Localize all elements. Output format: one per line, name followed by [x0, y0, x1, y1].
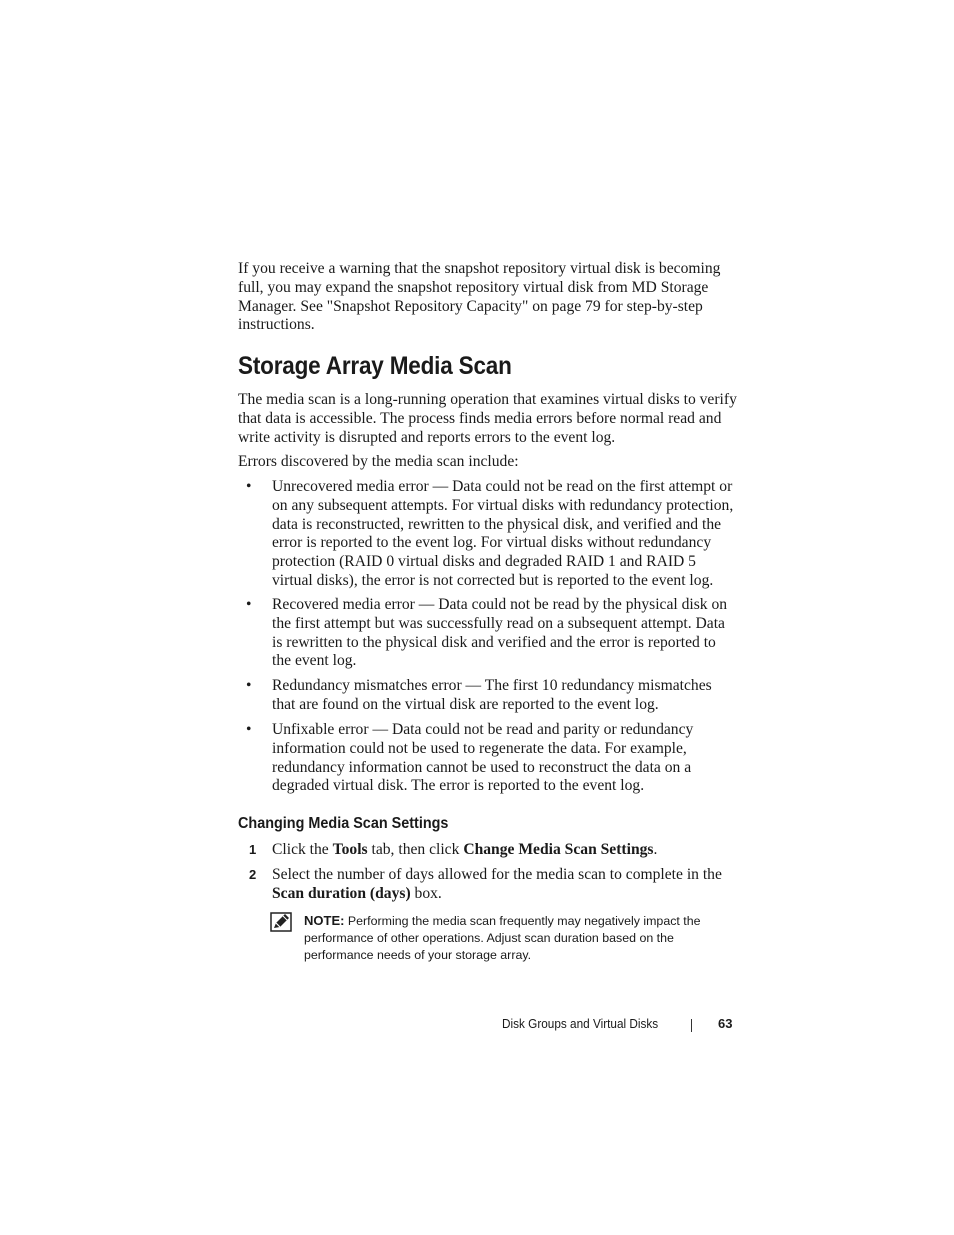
tools-tab-ref: Tools [332, 841, 368, 858]
step-number: 1 [249, 842, 257, 857]
media-scan-description: The media scan is a long-running operation that examines virtual disks to verify that data is accessible. The process finds media errors before normal read and write activity is disrupted and reports errors to the event log. [238, 391, 737, 446]
subsection-heading: Changing Media Scan Settings [238, 815, 449, 832]
list-item-text: Unfixable error — Data could not be read and parity or redundancy information could not be used to regenerate the data. For example, redundancy information cannot be used to reconstruct the data on a degraded virtual disk. The error is reported to the event log. [272, 721, 694, 795]
step-text: Select the number of days allowed for the media scan to complete in the Scan duration (days) box. [272, 866, 722, 902]
section-heading: Storage Array Media Scan [238, 352, 512, 380]
step-number: 2 [249, 867, 257, 882]
bullet-glyph: • [246, 596, 252, 613]
change-media-scan-settings-ref: Change Media Scan Settings [463, 841, 654, 858]
scan-duration-ref: Scan duration (days) [272, 884, 411, 902]
note-text: NOTE: Performing the media scan frequently may negatively impact the performance of other operations. Adjust scan duration based on the performance needs of your storage array. [304, 913, 701, 962]
note-label: NOTE: [304, 913, 345, 928]
list-item-text: Redundancy mismatches error — The first 10 redundancy mismatches that are found on the virtual disk are reported to the event log. [272, 677, 712, 713]
page-number: 63 [718, 1016, 733, 1031]
footer-chapter-title: Disk Groups and Virtual Disks [502, 1016, 659, 1031]
intro-paragraph: If you receive a warning that the snapshot repository virtual disk is becoming full, you may expand the snapshot repository virtual disk from MD Storage Manager. See "Snapshot Repository Capacity" on page 79 for step-by-step instructions. [238, 260, 721, 334]
step-text: Click the Tools tab, then click Change Media Scan Settings. [272, 841, 658, 858]
errors-intro: Errors discovered by the media scan include: [238, 453, 519, 470]
pencil-note-icon [270, 912, 292, 932]
list-item-text: Recovered media error — Data could not be read by the physical disk on the first attempt but was successfully read on a subsequent attempt. Data is rewritten to the physical disk and verified and the error is reported to the event log. [272, 596, 728, 670]
list-item-text: Unrecovered media error — Data could not be read on the first attempt or on any subsequent attempts. For virtual disks with redundancy protection, data is reconstructed, rewritten to the physical disk, and verified and the error is reported to the event log. For virtual disks without redundancy protection (RAID 0 virtual disks and degraded RAID 1 and RAID 5 virtual disks), the error is not corrected but is reported to the event log. [272, 478, 734, 589]
bullet-glyph: • [246, 677, 252, 694]
footer-divider [691, 1019, 692, 1032]
bullet-glyph: • [246, 721, 252, 738]
bullet-glyph: • [246, 478, 252, 495]
